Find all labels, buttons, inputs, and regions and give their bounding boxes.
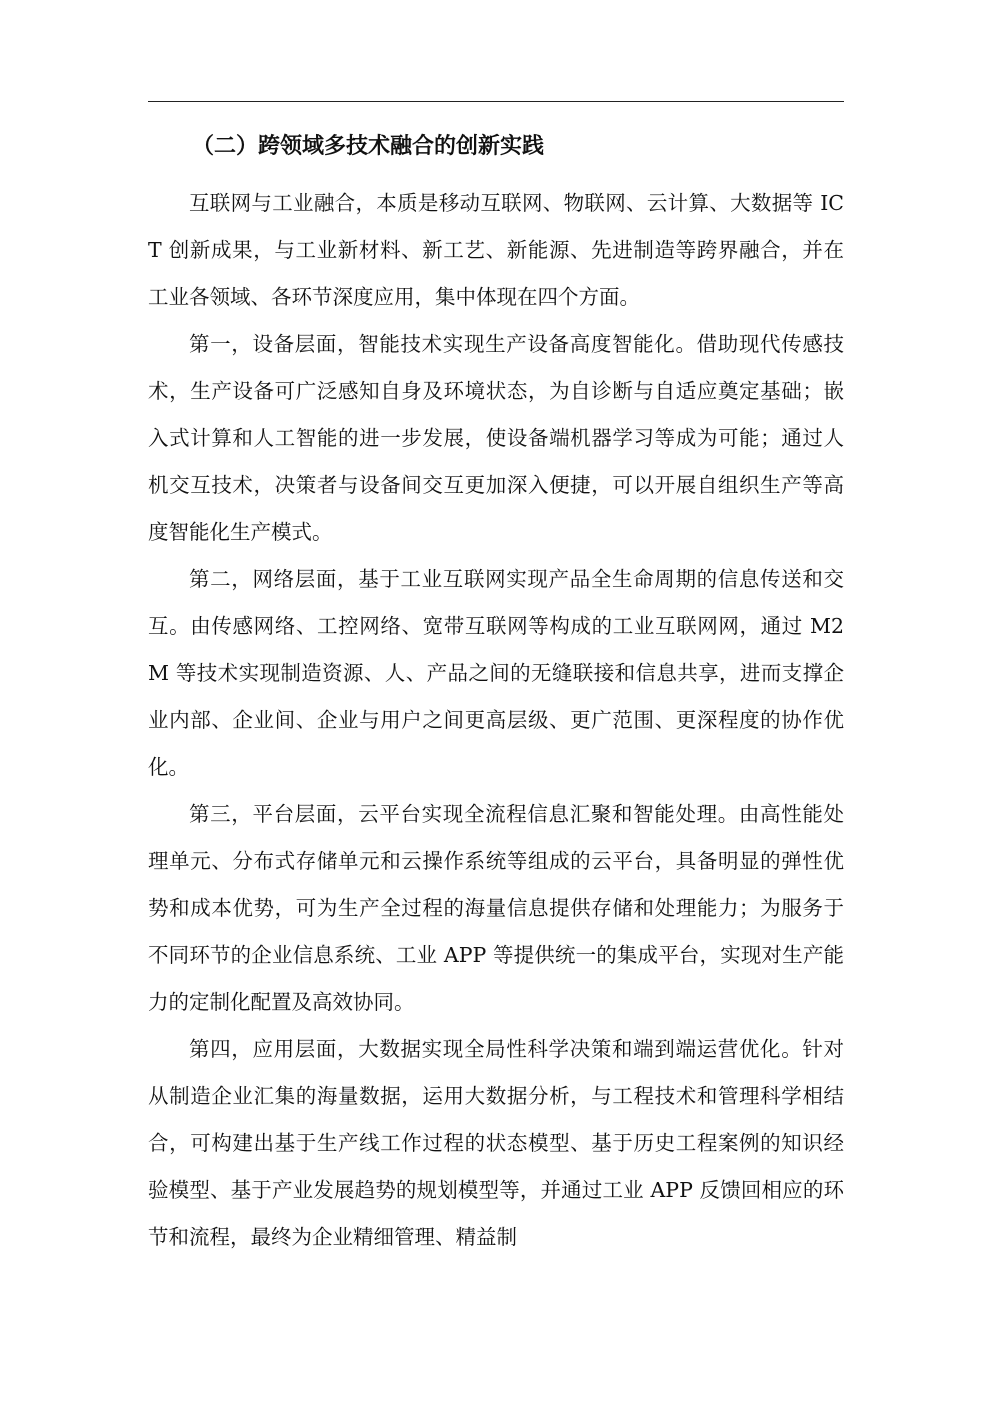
paragraph-application-level: 第四，应用层面，大数据实现全局性科学决策和端到端运营优化。针对从制造企业汇集的海量数据，运用大数据分析，与工程技术和管理科学相结合，可构建出基于生产线工作过程的状态模型、基于历史工程案例的知识经验模型、基于产业发展趋势的规划模型等，并通过工业 APP 反馈回相应的环节和流程，最终为企业精细管理、精益制 [148, 1037, 844, 1249]
paragraph-network-level: 第二，网络层面，基于工业互联网实现产品全生命周期的信息传送和交互。由传感网络、工控网络、宽带互联网等构成的工业互联网网，通过 M2M 等技术实现制造资源、人、产品之间的无缝联接和信息共享，进而支撑企业内部、企业间、企业与用户之间更高层级、更广范围、更深程度的协作优化。 [148, 567, 844, 779]
paragraph-platform-level: 第三，平台层面，云平台实现全流程信息汇聚和智能处理。由高性能处理单元、分布式存储单元和云操作系统等组成的云平台，具备明显的弹性优势和成本优势，可为生产全过程的海量信息提供存储和处理能力；为服务于不同环节的企业信息系统、工业 APP 等提供统一的集成平台，实现对生产能力的定制化配置及高效协同。 [148, 802, 844, 1014]
header-rule [148, 101, 844, 102]
paragraph-intro: 互联网与工业融合，本质是移动互联网、物联网、云计算、大数据等 ICT 创新成果，与工业新材料、新工艺、新能源、先进制造等跨界融合，并在工业各领域、各环节深度应用，集中体现在四个方面。 [148, 191, 844, 309]
paragraph-device-level: 第一，设备层面，智能技术实现生产设备高度智能化。借助现代传感技术，生产设备可广泛感知自身及环境状态，为自诊断与自适应奠定基础；嵌入式计算和人工智能的进一步发展，使设备端机器学习等成为可能；通过人机交互技术，决策者与设备间交互更加深入便捷，可以开展自组织生产等高度智能化生产模式。 [148, 332, 844, 544]
section-heading: （二）跨领域多技术融合的创新实践 [192, 133, 545, 159]
